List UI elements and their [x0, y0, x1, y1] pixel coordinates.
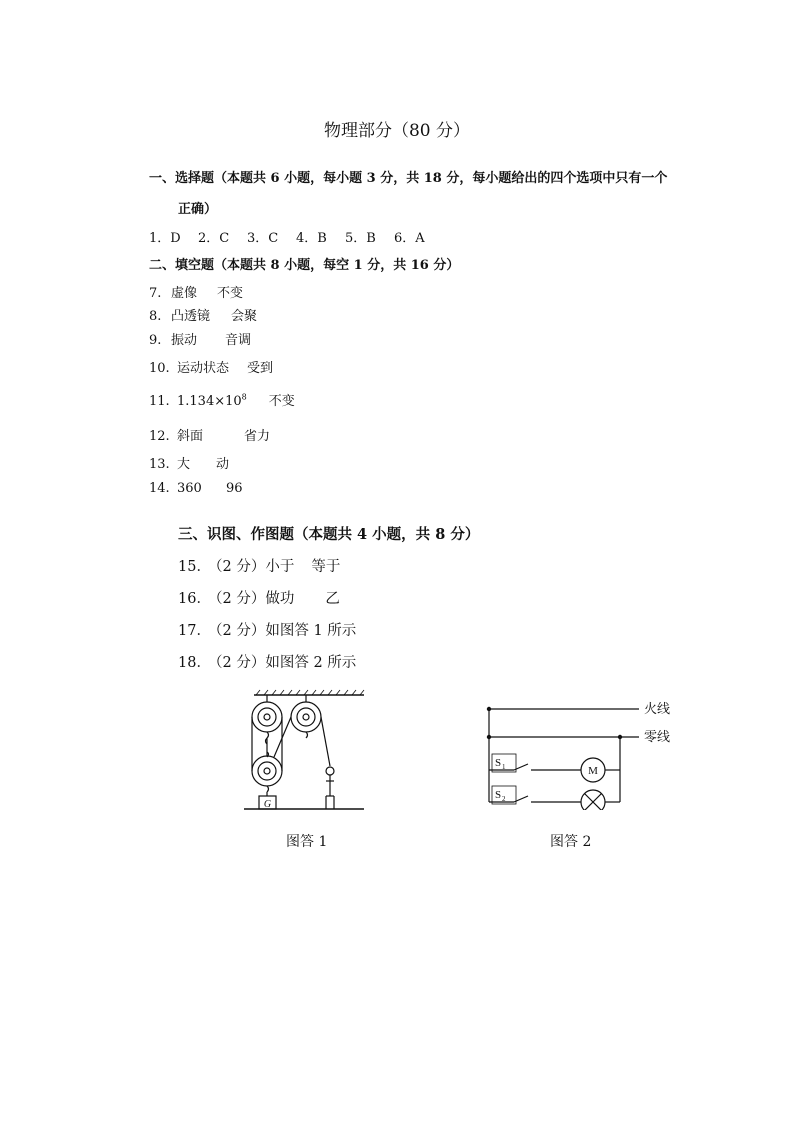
weight-label: G — [263, 799, 272, 810]
item-number: 17． — [178, 623, 211, 639]
exponent: 8 — [241, 392, 247, 402]
switch2-subscript: 2 — [502, 795, 506, 803]
switch2-label: S — [495, 789, 502, 801]
answer-b: 等于 — [311, 559, 341, 575]
choice-answers — [149, 227, 425, 246]
answer-b: 会聚 — [231, 309, 258, 324]
item-number: 18． — [178, 655, 211, 671]
answer-b: 省力 — [244, 429, 271, 444]
page-title: 物理部分（80 分） — [323, 121, 471, 141]
fill-item — [149, 305, 257, 324]
answer-a: 大 — [177, 457, 191, 472]
diagram-item — [178, 651, 356, 672]
choice-answer: 4．B — [296, 231, 327, 246]
choice-answer: 2．C — [198, 231, 230, 246]
section3-heading: 三、识图、作图题（本题共 4 小题，共 8 分） — [178, 526, 480, 543]
answer-a: 1.134×10 — [177, 394, 242, 409]
diagram-item — [178, 555, 340, 576]
item-number: 7. — [149, 286, 162, 301]
diagram-item — [178, 619, 356, 640]
fill-item — [149, 425, 270, 444]
item-score: （2 分） — [208, 559, 266, 575]
answer-b: 不变 — [268, 394, 295, 409]
answer-b: 不变 — [217, 286, 244, 301]
diagram-item — [178, 587, 340, 608]
choice-answer: 6．A — [394, 231, 425, 246]
answer-a: 做功 — [265, 591, 295, 607]
fill-item — [149, 282, 243, 301]
section2-heading: 二、填空题（本题共 8 小题，每空 1 分，共 16 分） — [149, 258, 460, 273]
figure2-caption: 图答 2 — [550, 834, 592, 850]
item-number: 10. — [149, 361, 170, 376]
figure1-caption: 图答 1 — [286, 834, 328, 850]
section1-heading-cont: 正确） — [178, 202, 218, 217]
answer-b: 受到 — [247, 361, 274, 376]
neutral-wire-label: 零线 — [644, 729, 671, 744]
item-number: 15． — [178, 559, 211, 575]
section1-heading: 一、选择题（本题共 6 小题，每小题 3 分，共 18 分，每小题给出的四个选项中只有一个 — [149, 171, 668, 186]
switch1-label: S — [495, 757, 502, 769]
answer-a: 如图答 1 所示 — [265, 623, 357, 639]
item-number: 9. — [149, 333, 162, 348]
fill-item — [149, 357, 273, 376]
item-number: 11. — [149, 394, 170, 409]
circuit-diagram — [484, 696, 684, 810]
item-number: 12. — [149, 429, 170, 444]
fill-item — [149, 329, 251, 348]
live-wire-label: 火线 — [644, 701, 671, 716]
answer-a: 运动状态 — [177, 361, 230, 376]
item-score: （2 分） — [208, 655, 266, 671]
answer-a: 小于 — [265, 559, 295, 575]
answer-b: 动 — [216, 457, 230, 472]
pulley-diagram — [240, 686, 370, 812]
motor-label: M — [588, 765, 598, 777]
answer-a: 如图答 2 所示 — [265, 655, 357, 671]
answer-a: 斜面 — [177, 429, 204, 444]
fill-item — [149, 390, 295, 409]
switch1-subscript: 1 — [502, 763, 506, 771]
choice-answer: 3．C — [247, 231, 279, 246]
choice-answer: 1．D — [149, 231, 181, 246]
item-number: 8. — [149, 309, 162, 324]
item-score: （2 分） — [208, 591, 266, 607]
fill-item — [149, 481, 243, 496]
choice-answer: 5．B — [345, 231, 376, 246]
item-number: 13. — [149, 457, 170, 472]
answer-b: 音调 — [225, 333, 252, 348]
item-number: 14. — [149, 481, 170, 496]
fill-item — [149, 453, 229, 472]
answer-a: 凸透镜 — [171, 309, 211, 324]
answer-a: 360 — [177, 481, 202, 496]
answer-a: 振动 — [171, 333, 198, 348]
answer-b: 96 — [226, 481, 243, 496]
answer-b: 乙 — [325, 591, 340, 607]
item-score: （2 分） — [208, 623, 266, 639]
item-number: 16． — [178, 591, 211, 607]
answer-a: 虚像 — [171, 286, 198, 301]
